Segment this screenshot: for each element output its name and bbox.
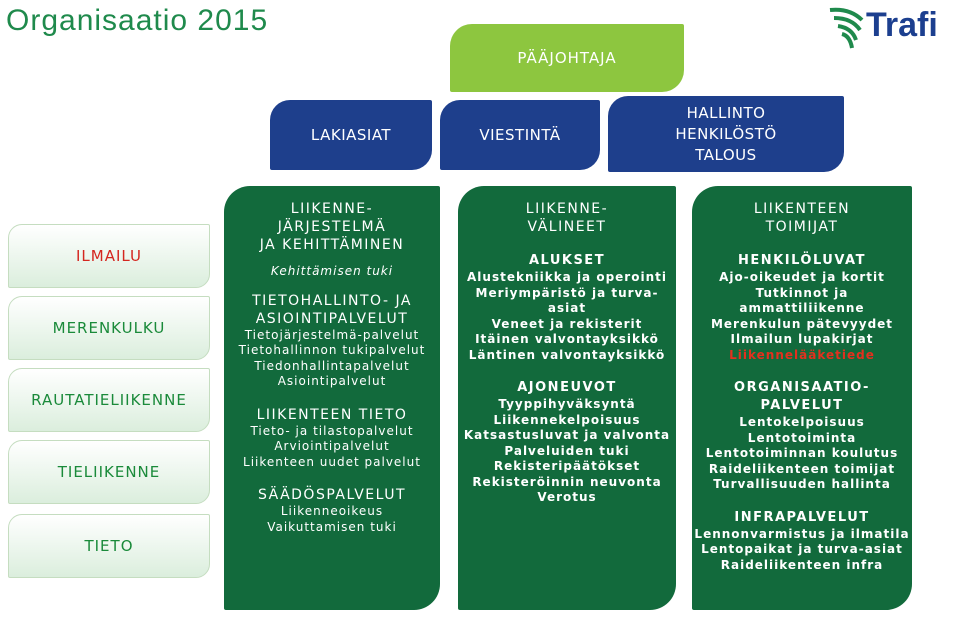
list-item: Tyyppihyväksyntä	[498, 397, 636, 411]
list-item: Asiointipalvelut	[277, 374, 387, 388]
operators-group2-heading-2: PALVELUT	[760, 398, 844, 413]
system-heading-2: JÄRJESTELMÄ	[277, 219, 387, 235]
swoosh-icon	[828, 4, 868, 50]
executive-box: PÄÄJOHTAJA	[450, 24, 684, 92]
legal-box	[270, 100, 432, 170]
list-item: Arviointipalvelut	[274, 439, 390, 453]
list-item: Tietohallinnon tukipalvelut	[238, 343, 426, 357]
list-item: Lentotoiminta	[747, 430, 857, 445]
list-item: Lennonvarmistus ja ilmatila	[694, 526, 910, 541]
list-item: Tiedonhallintapalvelut	[254, 358, 410, 373]
list-item: Liikennekelpoisuus	[493, 412, 641, 427]
list-item: Raideliikenteen toimijat	[708, 461, 896, 476]
highlighted-list-item: Liikennelääketiede	[729, 347, 875, 362]
vehicles-heading-1: LIIKENNE-	[525, 201, 609, 217]
list-item: asiat	[547, 301, 587, 315]
list-item: Itäinen valvontayksikkö	[475, 332, 659, 346]
admin-label-2: HENKILÖSTÖ	[675, 124, 777, 143]
admin-box	[608, 96, 844, 172]
system-group2-heading: LIIKENTEEN TIETO	[256, 406, 408, 423]
operators-group3-heading: INFRAPALVELUT	[734, 509, 870, 525]
list-item: Raideliikenteen infra	[720, 557, 884, 572]
vehicles-heading-2: VÄLINEET	[527, 219, 607, 235]
list-item: Alustekniikka ja operointi	[467, 270, 667, 284]
system-heading-3: JA KEHITTÄMINEN	[259, 237, 405, 253]
list-item: Merenkulun pätevyydet	[710, 316, 894, 331]
list-item: Meriympäristö ja turva-	[475, 285, 659, 300]
list-item: Rekisteröinnin neuvonta	[472, 474, 662, 489]
system-group1-heading-1: TIETOHALLINTO- JA	[252, 292, 412, 309]
admin-label-1: HALLINTO	[686, 103, 766, 122]
list-item: Läntinen valvontayksikkö	[468, 347, 666, 362]
list-item: Katsastusluvat ja valvonta	[463, 428, 671, 442]
sector-road: TIELIIKENNE	[8, 440, 210, 504]
logo-text: Trafi	[866, 6, 938, 44]
list-item: Liikenneoikeus	[280, 504, 384, 518]
vehicles-group2-heading: AJONEUVOT	[517, 380, 617, 395]
list-item: ammattiliikenne	[739, 301, 865, 315]
column-vehicles	[458, 186, 676, 610]
system-group3-heading: SÄÄDÖSPALVELUT	[257, 487, 407, 503]
operators-group2-heading-1: ORGANISAATIO-	[734, 380, 870, 395]
sector-aviation: ILMAILU	[8, 224, 210, 288]
legal-label: LAKIASIAT	[310, 125, 392, 144]
list-item: Lentotoiminnan koulutus	[705, 446, 899, 460]
operators-group1-heading: HENKILÖLUVAT	[738, 253, 866, 268]
list-item: Tietojärjestelmä-palvelut	[244, 327, 420, 342]
page-title: Organisaatio 2015	[6, 4, 269, 37]
list-item: Verotus	[537, 490, 597, 504]
list-item: Liikenteen uudet palvelut	[243, 454, 421, 469]
system-heading-1: LIIKENNE-	[290, 201, 374, 217]
sector-information: TIETO	[8, 514, 210, 578]
trafi-logo	[828, 4, 948, 50]
vehicles-group1-heading: ALUKSET	[528, 253, 606, 268]
list-item: Tutkinnot ja	[755, 285, 849, 300]
list-item: Ajo-oikeudet ja kortit	[719, 270, 885, 284]
list-item: Turvallisuuden hallinta	[713, 477, 891, 491]
sector-maritime: MERENKULKU	[8, 296, 210, 360]
list-item: Rekisteripäätökset	[493, 459, 641, 473]
list-item: Veneet ja rekisterit	[491, 316, 643, 331]
operators-heading-1: LIIKENTEEN	[753, 201, 851, 217]
communications-label: VIESTINTÄ	[479, 125, 561, 144]
list-item: Tieto- ja tilastopalvelut	[250, 423, 414, 438]
operators-heading-2: TOIMIJAT	[765, 219, 839, 235]
admin-label-3: TALOUS	[695, 145, 757, 164]
list-item: Ilmailun lupakirjat	[730, 332, 874, 346]
list-item: Palveluiden tuki	[504, 443, 630, 458]
list-item: Lentopaikat ja turva-asiat	[701, 542, 903, 556]
system-subheading: Kehittämisen tuki	[270, 264, 394, 278]
system-group1-heading-2: ASIOINTIPALVELUT	[255, 310, 409, 327]
communications-box	[440, 100, 600, 170]
sector-rail: RAUTATIELIIKENNE	[8, 368, 210, 432]
column-operators	[692, 186, 912, 610]
list-item: Lentokelpoisuus	[739, 415, 865, 429]
column-system	[224, 186, 440, 610]
list-item: Vaikuttamisen tuki	[267, 519, 397, 534]
